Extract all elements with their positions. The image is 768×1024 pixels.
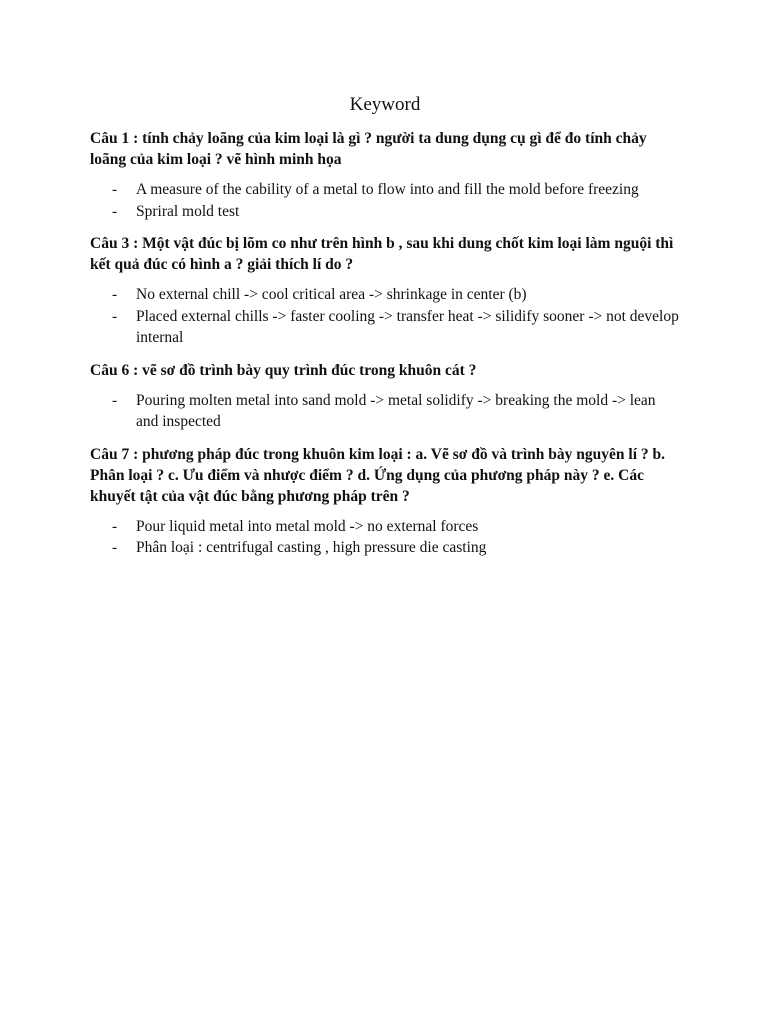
- answer-text: No external chill -> cool critical area -> shrinkage in center (b): [136, 286, 527, 303]
- bullet-dash: -: [112, 517, 118, 535]
- bullet-dash: -: [112, 202, 118, 220]
- section-cau-7: [90, 444, 680, 559]
- bullet-dash: -: [112, 391, 118, 409]
- answer-item: [90, 179, 680, 201]
- answer-text: Pouring molten metal into sand mold -> metal solidify -> breaking the mold -> lean and inspected: [136, 391, 656, 430]
- bullet-dash: -: [112, 539, 118, 556]
- answer-list: [90, 179, 680, 222]
- answer-item: [90, 284, 680, 306]
- section-cau-1: [90, 128, 680, 222]
- answer-item: [90, 201, 680, 223]
- answer-item: [90, 306, 680, 349]
- answer-list: [90, 284, 680, 349]
- answer-text: Placed external chills -> faster cooling -> transfer heat -> silidify sooner -> not develop internal: [136, 307, 679, 346]
- answer-text: A measure of the cability of a metal to flow into and fill the mold before freezing: [136, 181, 639, 198]
- question-cau-7: Câu 7 : phương pháp đúc trong khuôn kim loại : a. Vẽ sơ đồ và trình bày nguyên lí ? b. Phân loại ? c. Ưu điểm và nhược điểm ? d. Ứng dụng của phương pháp này ? e. Các khuyết tật của vật đúc bằng phương pháp trên ?: [90, 445, 666, 505]
- document-page: [90, 92, 680, 570]
- question-cau-6: Câu 6 : vẽ sơ đồ trình bày quy trình đúc trong khuôn cát ?: [90, 361, 477, 379]
- answer-item: [90, 516, 680, 538]
- answer-text: Phân loại : centrifugal casting , high pressure die casting: [136, 539, 487, 556]
- document-title: Keyword: [349, 94, 421, 115]
- question-cau-1: Câu 1 : tính chảy loãng của kim loại là gì ? người ta dung dụng cụ gì để đo tính chảy loãng của kim loại ? vẽ hình minh họa: [90, 130, 647, 168]
- question-cau-3: Câu 3 : Một vật đúc bị lõm co như trên hình b , sau khi dung chốt kim loại làm nguội thì kết quả đúc có hình a ? giải thích lí do ?: [90, 235, 674, 273]
- section-cau-3: [90, 233, 680, 349]
- answer-item: [90, 537, 680, 559]
- bullet-dash: -: [112, 307, 118, 325]
- answer-text: Pour liquid metal into metal mold -> no external forces: [136, 517, 479, 535]
- answer-list: [90, 516, 680, 559]
- section-cau-6: [90, 360, 680, 433]
- answer-text: Spriral mold test: [136, 202, 240, 220]
- bullet-dash: -: [112, 286, 118, 303]
- answer-list: [90, 390, 680, 433]
- answer-item: [90, 390, 680, 433]
- bullet-dash: -: [112, 181, 118, 198]
